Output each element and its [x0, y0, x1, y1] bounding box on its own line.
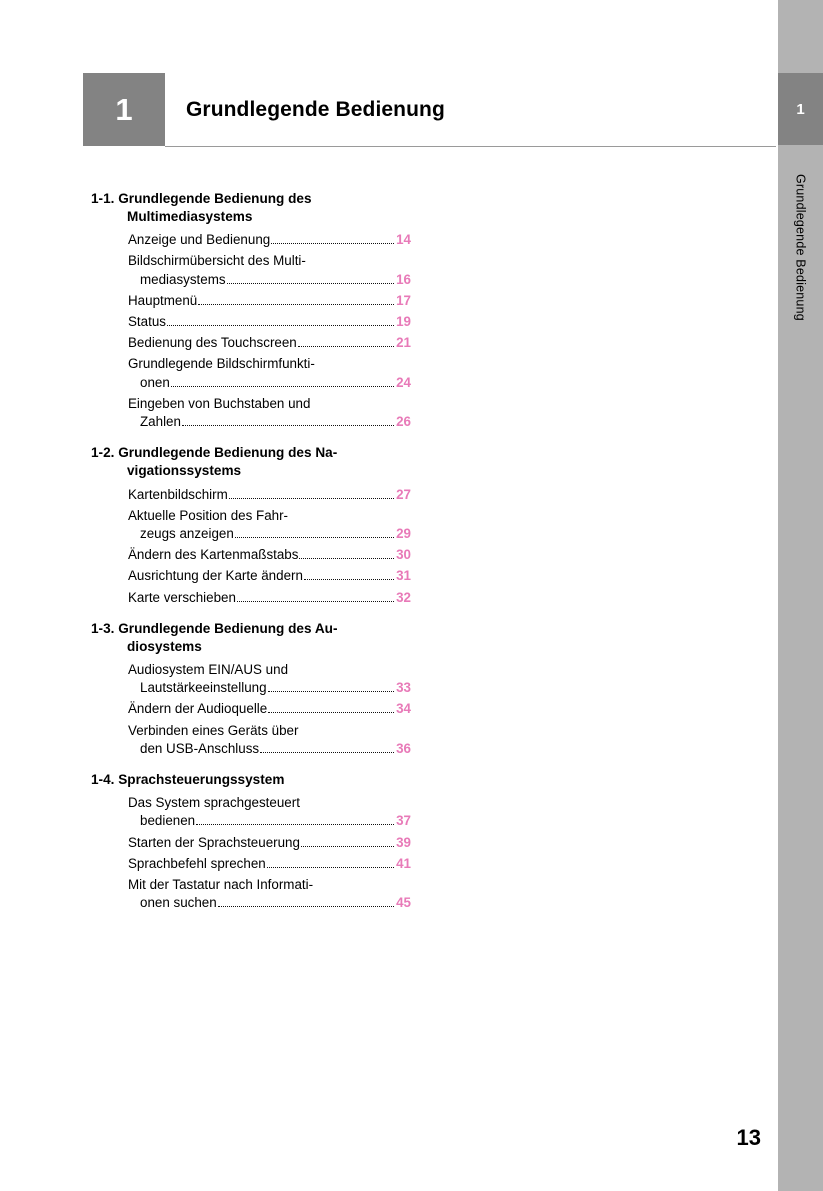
toc-entry[interactable]: [91, 395, 411, 431]
toc-entry-title: Ändern des Kartenmaßstabs: [128, 547, 299, 563]
toc-entry-title: Bildschirmübersicht des Multi-: [128, 253, 306, 269]
chapter-header: [83, 73, 776, 146]
edge-tab-chapter-label: [778, 160, 823, 410]
toc-entry-page: 27: [396, 486, 411, 502]
toc-leader-dots: [235, 537, 394, 538]
toc-entry-title: Kartenbildschirm: [128, 486, 228, 502]
toc-section-heading: [91, 620, 411, 656]
toc-entry-page: 26: [396, 414, 411, 430]
toc-entry[interactable]: [91, 834, 411, 852]
toc-entry-title: Mit der Tastatur nach Informati-: [128, 877, 314, 893]
toc-entry-title: Ändern der Audioquelle: [128, 701, 268, 717]
toc-entry-title: Starten der Sprachsteuerung: [128, 834, 300, 850]
toc-entry-title: Karte verschieben: [128, 589, 236, 605]
toc-entry-page: 37: [396, 813, 411, 829]
toc-entry-title-cont: mediasystems: [140, 271, 226, 287]
toc-entry[interactable]: [91, 355, 411, 391]
toc-entry-title: Das System sprachgesteuert: [128, 795, 300, 811]
toc-leader-dots: [171, 386, 394, 387]
chapter-number-text: 1: [115, 91, 133, 127]
toc-leader-dots: [196, 824, 394, 825]
edge-tab-number-text: 1: [796, 100, 805, 118]
toc-leader-dots: [167, 325, 394, 326]
toc-section-heading-line1: 1-3. Grundlegende Bedienung des Au-: [91, 620, 338, 636]
toc-entry-page: 21: [396, 335, 411, 351]
toc-section-heading-line1: 1-2. Grundlegende Bedienung des Na-: [91, 445, 338, 461]
toc-entry-title: Grundlegende Bildschirmfunkti-: [128, 356, 315, 372]
toc-entry-title: Sprachbefehl sprechen: [128, 855, 266, 871]
toc-leader-dots: [299, 558, 394, 559]
toc-leader-dots: [301, 846, 394, 847]
toc-entry[interactable]: [91, 876, 411, 912]
toc-entry[interactable]: [91, 334, 411, 352]
toc-leader-dots: [198, 304, 394, 305]
toc-entry-title: Bedienung des Touchscreen: [128, 335, 297, 351]
toc-entry-page: 45: [396, 895, 411, 911]
toc-entry[interactable]: [91, 589, 411, 607]
toc-entry[interactable]: [91, 794, 411, 830]
toc-leader-dots: [229, 498, 394, 499]
toc-entry[interactable]: [91, 486, 411, 504]
edge-tab-label-text: Grundlegende Bedienung: [793, 174, 808, 321]
toc-leader-dots: [304, 579, 394, 580]
toc-entry-page: 39: [396, 834, 411, 850]
toc-entry[interactable]: [91, 700, 411, 718]
toc-entry-page: 36: [396, 740, 411, 756]
toc-leader-dots: [227, 283, 395, 284]
toc-entry-title: Status: [128, 314, 166, 330]
toc-section-heading: [91, 190, 411, 226]
toc-leader-dots: [268, 691, 395, 692]
toc-entry[interactable]: [91, 855, 411, 873]
toc-entry-title-cont: bedienen: [140, 813, 196, 829]
edge-tab-chapter-number: [778, 73, 823, 145]
toc-entry[interactable]: [91, 252, 411, 288]
toc-entry-title: Audiosystem EIN/AUS und: [128, 661, 289, 677]
toc-entry[interactable]: [91, 231, 411, 249]
toc-entry-page: 29: [396, 525, 411, 541]
header-divider: [165, 146, 776, 147]
toc-entry-page: 17: [396, 292, 411, 308]
toc-entry-title-cont: den USB-Anschluss: [140, 740, 260, 756]
toc-entry-page: 24: [396, 374, 411, 390]
toc-entry-title: Ausrichtung der Karte ändern: [128, 568, 303, 584]
toc-section-heading-line2: vigationssystems: [127, 463, 242, 479]
toc-entry[interactable]: [91, 546, 411, 564]
toc-entry-title: Anzeige und Bedienung: [128, 232, 271, 248]
toc-entry[interactable]: [91, 661, 411, 697]
toc-entry-title: Verbinden eines Geräts über: [128, 722, 299, 738]
toc-leader-dots: [218, 906, 394, 907]
toc-entry-title-cont: zeugs anzeigen: [140, 525, 234, 541]
toc-entry-title-cont: Zahlen: [140, 414, 181, 430]
toc-entry-title-cont: onen suchen: [140, 895, 217, 911]
toc-section-heading-line2: diosystems: [127, 638, 202, 654]
toc-leader-dots: [267, 867, 394, 868]
toc-leader-dots: [268, 712, 394, 713]
toc-section-heading-line1: 1-4. Sprachsteuerungssystem: [91, 772, 285, 788]
toc-entry-title: Aktuelle Position des Fahr-: [128, 507, 289, 523]
toc-entry-title-cont: onen: [140, 374, 170, 390]
toc-leader-dots: [298, 346, 394, 347]
page-number: 13: [736, 1125, 761, 1150]
chapter-number-box: [83, 73, 165, 146]
toc-leader-dots: [237, 601, 394, 602]
toc-section-heading-line2: Multimediasystems: [127, 209, 253, 225]
toc-entry-page: 14: [396, 232, 411, 248]
toc-entry[interactable]: [91, 722, 411, 758]
toc-entry-page: 19: [396, 314, 411, 330]
toc-section-heading: [91, 444, 411, 480]
page-title: Grundlegende Bedienung: [186, 97, 445, 121]
toc-entry-page: 30: [396, 547, 411, 563]
toc-entry-title-cont: Lautstärkeeinstellung: [140, 680, 267, 696]
toc-entry[interactable]: [91, 507, 411, 543]
toc-leader-dots: [260, 752, 394, 753]
toc-entry-title: Hauptmenü: [128, 292, 198, 308]
toc-entry-page: 31: [396, 568, 411, 584]
toc-leader-dots: [182, 425, 394, 426]
toc-entry[interactable]: [91, 292, 411, 310]
toc-entry-page: 41: [396, 855, 411, 871]
toc-entry[interactable]: [91, 313, 411, 331]
toc-entry-page: 32: [396, 589, 411, 605]
toc-entry[interactable]: [91, 567, 411, 585]
toc-leader-dots: [271, 243, 394, 244]
toc-entry-page: 16: [396, 271, 411, 287]
toc-section-heading-line1: 1-1. Grundlegende Bedienung des: [91, 191, 312, 206]
toc-entry-page: 34: [396, 701, 411, 717]
table-of-contents: [91, 190, 411, 915]
toc-entry-page: 33: [396, 680, 411, 696]
toc-entry-title: Eingeben von Buchstaben und: [128, 395, 311, 411]
toc-section-heading: [91, 771, 411, 789]
